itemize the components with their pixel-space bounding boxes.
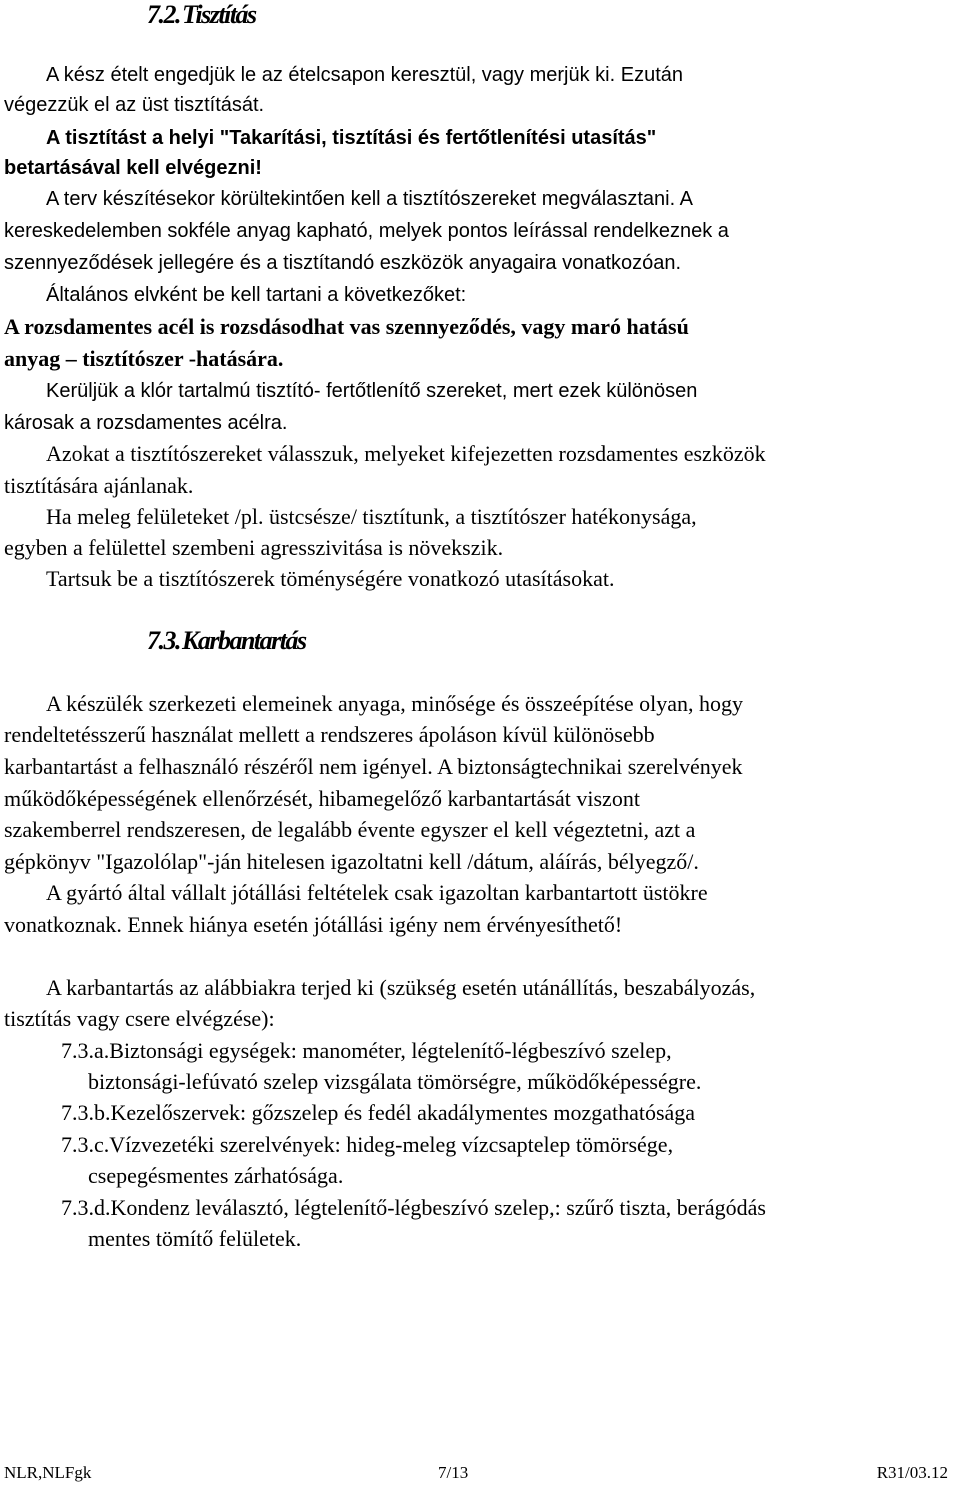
list-item: 7.3.b.Kezelőszervek: gőzszelep és fedél akadálymentes mozgathatósága	[61, 1100, 696, 1125]
footer-right: R31/03.12	[876, 1463, 948, 1482]
paragraph-line: A készülék szerkezeti elemeinek anyaga, minősége és összeépítése olyan, hogy	[46, 691, 744, 716]
paragraph-line: tisztítására ajánlanak.	[4, 473, 194, 498]
section-number: 7.3.	[147, 626, 180, 655]
section-heading-7-3	[147, 626, 306, 656]
paragraph-line: Kerüljük a klór tartalmú tisztító- fertőtlenítő szereket, mert ezek különösen	[46, 380, 698, 402]
paragraph-line: gépkönyv "Igazolólap"-ján hitelesen igazoltatni kell /dátum, aláírás, bélyegző/.	[4, 849, 699, 874]
list-item-continuation: csepegésmentes zárhatósága.	[88, 1163, 344, 1188]
paragraph-line: végezzük el az üst tisztítását.	[4, 94, 265, 116]
paragraph-line: szakemberrel rendszeresen, de legalább évente egyszer el kell végeztetni, azt a	[4, 817, 696, 842]
paragraph-line: A terv készítésekor körültekintően kell a tisztítószereket megválasztani. A	[46, 188, 693, 210]
section-title: Karbantartás	[182, 626, 306, 655]
paragraph-line: A gyártó által vállalt jótállási feltételek csak igazoltan karbantartott üstökre	[46, 880, 708, 905]
paragraph-line: A karbantartás az alábbiakra terjed ki (szükség esetén utánállítás, beszabályozás,	[46, 975, 756, 1000]
paragraph-line: karbantartást a felhasználó részéről nem igényel. A biztonságtechnikai szerelvények	[4, 754, 743, 779]
list-item: 7.3.a.Biztonsági egységek: manométer, légtelenítő-légbeszívó szelep,	[61, 1038, 672, 1063]
footer-left: NLR,NLFgk	[4, 1463, 92, 1482]
paragraph-line: Tartsuk be a tisztítószerek töménységére vonatkozó utasításokat.	[46, 566, 615, 591]
section-number: 7.2.	[147, 0, 180, 29]
list-item-continuation: mentes tömítő felületek.	[88, 1226, 302, 1251]
paragraph-line: Ha meleg felületeket /pl. üstcsésze/ tisztítunk, a tisztítószer hatékonysága,	[46, 504, 697, 529]
paragraph-line: Általános elvként be kell tartani a következőket:	[46, 284, 467, 306]
paragraph-line: károsak a rozsdamentes acélra.	[4, 412, 288, 434]
paragraph-line: betartásával kell elvégezni!	[4, 157, 262, 179]
paragraph-line: egyben a felülettel szembeni agresszivitása is növekszik.	[4, 535, 504, 560]
paragraph-line: tisztítás vagy csere elvégzése):	[4, 1006, 275, 1031]
paragraph-line: működőképességének ellenőrzését, hibamegelőző karbantartását viszont	[4, 786, 640, 811]
list-item-continuation: biztonsági-lefúvató szelep vizsgálata tömörségre, működőképességre.	[88, 1069, 702, 1094]
list-item: 7.3.c.Vízvezetéki szerelvények: hideg-meleg vízcsaptelep tömörsége,	[61, 1132, 674, 1157]
paragraph-line: A kész ételt engedjük le az ételcsapon keresztül, vagy merjük ki. Ezután	[46, 64, 684, 86]
section-heading-7-2	[147, 0, 256, 30]
section-title: Tisztítás	[182, 0, 256, 29]
paragraph-line: vonatkoznak. Ennek hiánya esetén jótállási igény nem érvényesíthető!	[4, 912, 623, 937]
paragraph-line: rendeltetésszerű használat mellett a rendszeres ápoláson kívül különösebb	[4, 722, 655, 747]
footer-page-number: 7/13	[438, 1463, 469, 1482]
paragraph-line-bold: A rozsdamentes acél is rozsdásodhat vas szennyeződés, vagy maró hatású	[4, 314, 689, 339]
paragraph-line: Azokat a tisztítószereket válasszuk, melyeket kifejezetten rozsdamentes eszközök	[46, 441, 766, 466]
paragraph-line: szennyeződések jellegére és a tisztítandó eszközök anyagaira vonatkozóan.	[4, 252, 682, 274]
paragraph-line-bold: anyag – tisztítószer -hatására.	[4, 346, 284, 371]
paragraph-line: kereskedelemben sokféle anyag kapható, melyek pontos leírással rendelkeznek a	[4, 220, 729, 242]
paragraph-line: A tisztítást a helyi "Takarítási, tisztítási és fertőtlenítési utasítás"	[46, 127, 657, 149]
list-item: 7.3.d.Kondenz leválasztó, légtelenítő-légbeszívó szelep,: szűrő tiszta, berágódás	[61, 1195, 766, 1220]
